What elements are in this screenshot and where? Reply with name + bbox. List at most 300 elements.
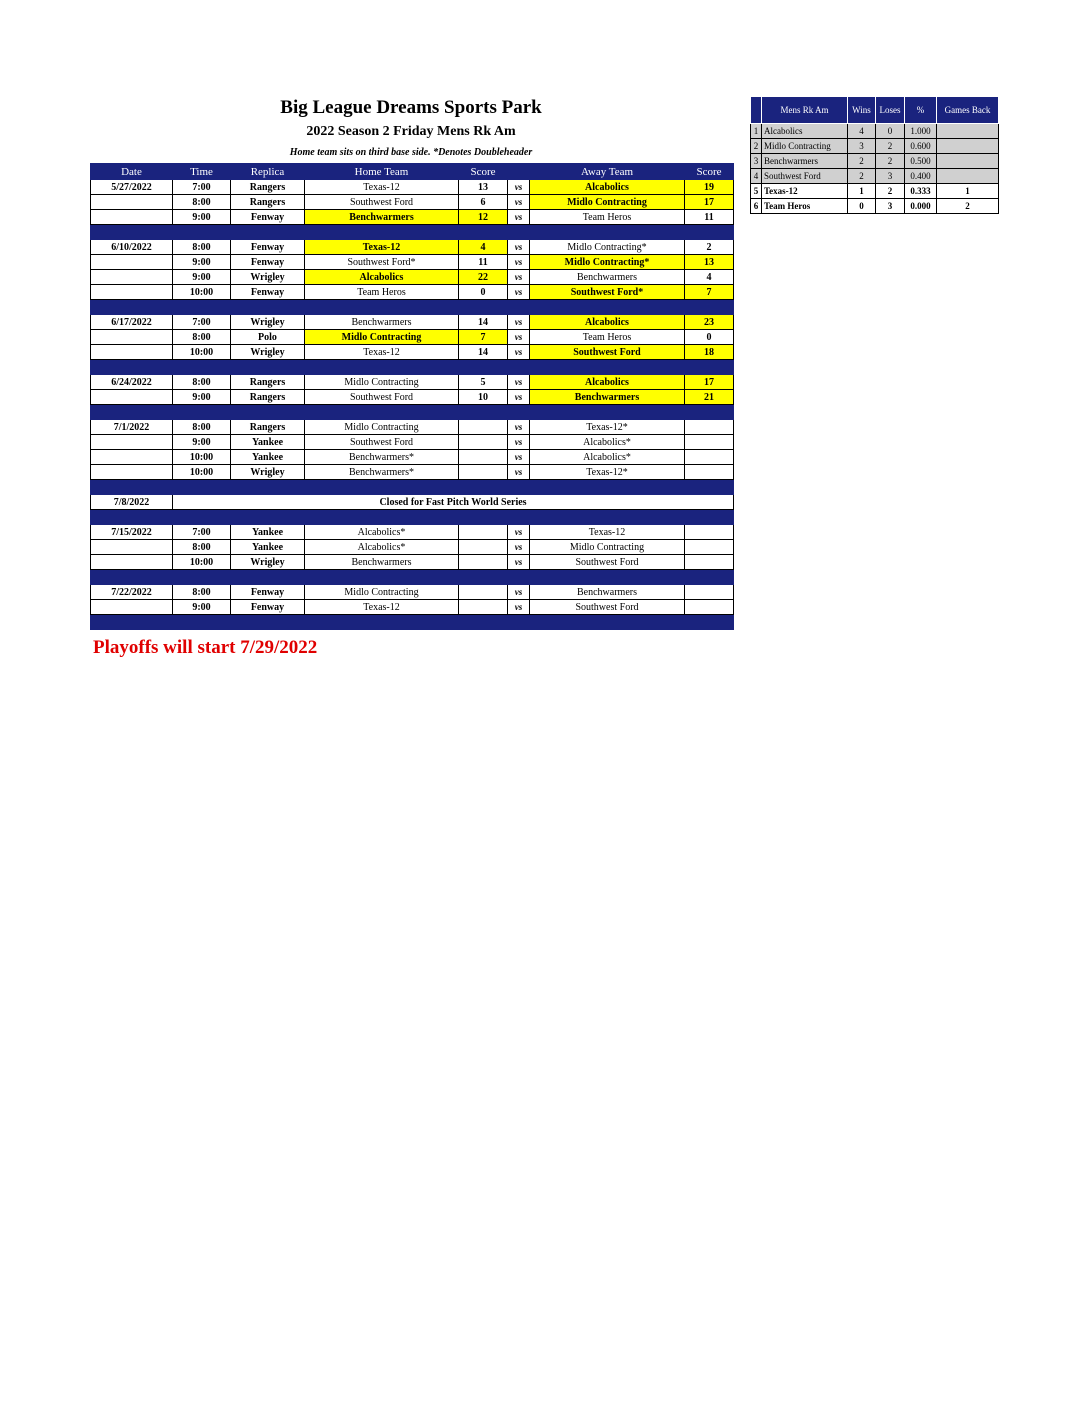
table-row xyxy=(91,540,734,555)
home-team-cell: Midlo Contracting xyxy=(305,420,459,435)
separator-cell xyxy=(459,615,508,630)
separator-cell xyxy=(305,510,459,525)
replica-cell: Fenway xyxy=(231,285,305,300)
column-header-time: Time xyxy=(173,164,231,180)
away-score-cell: 11 xyxy=(685,210,734,225)
home-score-cell: 14 xyxy=(459,345,508,360)
separator-cell xyxy=(91,300,173,315)
replica-cell: Fenway xyxy=(231,210,305,225)
date-cell xyxy=(91,390,173,405)
separator-cell xyxy=(173,360,231,375)
vs-cell: vs xyxy=(508,420,530,435)
table-row xyxy=(91,600,734,615)
time-cell: 8:00 xyxy=(173,585,231,600)
separator-row xyxy=(91,570,734,585)
games-back-cell xyxy=(937,124,999,139)
table-row xyxy=(91,240,734,255)
date-cell xyxy=(91,450,173,465)
home-score-cell xyxy=(459,435,508,450)
home-score-cell: 4 xyxy=(459,240,508,255)
separator-cell xyxy=(685,405,734,420)
replica-cell: Wrigley xyxy=(231,270,305,285)
replica-cell: Wrigley xyxy=(231,315,305,330)
home-team-cell: Southwest Ford xyxy=(305,195,459,210)
separator-cell xyxy=(173,300,231,315)
away-team-cell: Alcabolics xyxy=(530,180,685,195)
away-score-cell xyxy=(685,525,734,540)
table-row xyxy=(91,255,734,270)
away-score-cell: 17 xyxy=(685,195,734,210)
date-cell xyxy=(91,555,173,570)
date-cell: 7/8/2022 xyxy=(91,495,173,510)
separator-cell xyxy=(508,570,530,585)
separator-cell xyxy=(173,225,231,240)
away-team-cell: Midlo Contracting* xyxy=(530,255,685,270)
team-name-cell: Midlo Contracting xyxy=(762,139,848,154)
column-header-away-score: Score xyxy=(685,164,734,180)
away-team-cell: Team Heros xyxy=(530,330,685,345)
replica-cell: Rangers xyxy=(231,375,305,390)
separator-cell xyxy=(305,480,459,495)
team-name-cell: Alcabolics xyxy=(762,124,848,139)
column-header-home-team: Home Team xyxy=(305,164,459,180)
time-cell: 7:00 xyxy=(173,525,231,540)
separator-cell xyxy=(305,300,459,315)
away-score-cell: 0 xyxy=(685,330,734,345)
away-team-cell: Texas-12 xyxy=(530,525,685,540)
vs-cell: vs xyxy=(508,195,530,210)
wins-cell: 4 xyxy=(848,124,876,139)
standings-row xyxy=(751,184,999,199)
vs-cell: vs xyxy=(508,330,530,345)
away-score-cell: 7 xyxy=(685,285,734,300)
replica-cell: Wrigley xyxy=(231,345,305,360)
date-cell: 6/10/2022 xyxy=(91,240,173,255)
date-cell xyxy=(91,255,173,270)
playoffs-notice: Playoffs will start 7/29/2022 xyxy=(93,637,318,658)
page-title: Big League Dreams Sports Park xyxy=(280,97,542,118)
percent-cell: 1.000 xyxy=(905,124,937,139)
home-score-cell: 11 xyxy=(459,255,508,270)
separator-cell xyxy=(173,405,231,420)
schedule-header-row xyxy=(91,164,734,180)
standings-header-row xyxy=(751,97,999,124)
home-score-cell: 0 xyxy=(459,285,508,300)
home-team-cell: Midlo Contracting xyxy=(305,585,459,600)
home-score-cell xyxy=(459,465,508,480)
home-score-cell xyxy=(459,540,508,555)
date-cell xyxy=(91,210,173,225)
vs-cell: vs xyxy=(508,585,530,600)
table-row xyxy=(91,330,734,345)
separator-cell xyxy=(685,510,734,525)
separator-cell xyxy=(530,480,685,495)
home-team-cell: Midlo Contracting xyxy=(305,330,459,345)
loses-cell: 3 xyxy=(876,169,905,184)
table-row xyxy=(91,210,734,225)
separator-cell xyxy=(459,570,508,585)
separator-cell xyxy=(231,570,305,585)
home-team-cell: Benchwarmers* xyxy=(305,450,459,465)
away-score-cell xyxy=(685,540,734,555)
away-team-cell: Texas-12* xyxy=(530,465,685,480)
separator-row xyxy=(91,615,734,630)
date-cell xyxy=(91,285,173,300)
percent-cell: 0.333 xyxy=(905,184,937,199)
home-score-cell: 6 xyxy=(459,195,508,210)
separator-cell xyxy=(508,510,530,525)
separator-row xyxy=(91,480,734,495)
home-score-cell xyxy=(459,525,508,540)
vs-cell: vs xyxy=(508,210,530,225)
time-cell: 9:00 xyxy=(173,390,231,405)
separator-cell xyxy=(91,570,173,585)
separator-cell xyxy=(508,480,530,495)
separator-cell xyxy=(231,510,305,525)
games-back-cell xyxy=(937,169,999,184)
table-row xyxy=(91,420,734,435)
separator-cell xyxy=(459,480,508,495)
home-score-cell xyxy=(459,600,508,615)
home-team-cell: Southwest Ford xyxy=(305,435,459,450)
replica-cell: Wrigley xyxy=(231,555,305,570)
home-score-cell xyxy=(459,555,508,570)
time-cell: 8:00 xyxy=(173,375,231,390)
column-header-date: Date xyxy=(91,164,173,180)
table-row xyxy=(91,585,734,600)
separator-cell xyxy=(685,360,734,375)
away-score-cell xyxy=(685,420,734,435)
loses-cell: 2 xyxy=(876,154,905,169)
separator-cell xyxy=(685,615,734,630)
table-row xyxy=(91,180,734,195)
away-team-cell: Southwest Ford xyxy=(530,600,685,615)
away-score-cell: 23 xyxy=(685,315,734,330)
separator-cell xyxy=(459,405,508,420)
home-score-cell xyxy=(459,420,508,435)
separator-cell xyxy=(530,570,685,585)
away-team-cell: Texas-12* xyxy=(530,420,685,435)
percent-cell: 0.400 xyxy=(905,169,937,184)
standings-header-games-back: Games Back xyxy=(937,97,999,124)
home-score-cell: 14 xyxy=(459,315,508,330)
separator-cell xyxy=(91,615,173,630)
date-cell: 7/15/2022 xyxy=(91,525,173,540)
standings-row xyxy=(751,124,999,139)
separator-row xyxy=(91,405,734,420)
away-score-cell xyxy=(685,465,734,480)
team-name-cell: Team Heros xyxy=(762,199,848,214)
column-header-away-team: Away Team xyxy=(530,164,685,180)
column-header-home-score: Score xyxy=(459,164,508,180)
standings-table xyxy=(750,96,999,214)
time-cell: 9:00 xyxy=(173,255,231,270)
separator-cell xyxy=(530,405,685,420)
separator-cell xyxy=(173,615,231,630)
home-team-cell: Benchwarmers xyxy=(305,210,459,225)
games-back-cell: 2 xyxy=(937,199,999,214)
date-cell: 7/22/2022 xyxy=(91,585,173,600)
separator-cell xyxy=(685,225,734,240)
vs-cell: vs xyxy=(508,180,530,195)
standings-row xyxy=(751,199,999,214)
date-cell xyxy=(91,465,173,480)
replica-cell: Rangers xyxy=(231,420,305,435)
replica-cell: Yankee xyxy=(231,525,305,540)
date-cell xyxy=(91,600,173,615)
separator-cell xyxy=(508,225,530,240)
away-score-cell: 2 xyxy=(685,240,734,255)
column-header-replica: Replica xyxy=(231,164,305,180)
home-team-cell: Texas-12 xyxy=(305,600,459,615)
home-team-cell: Texas-12 xyxy=(305,180,459,195)
percent-cell: 0.600 xyxy=(905,139,937,154)
closed-message: Closed for Fast Pitch World Series xyxy=(173,495,734,510)
wins-cell: 2 xyxy=(848,154,876,169)
separator-cell xyxy=(305,570,459,585)
away-team-cell: Alcabolics* xyxy=(530,450,685,465)
home-team-cell: Southwest Ford* xyxy=(305,255,459,270)
team-name-cell: Benchwarmers xyxy=(762,154,848,169)
percent-cell: 0.500 xyxy=(905,154,937,169)
time-cell: 9:00 xyxy=(173,600,231,615)
games-back-cell xyxy=(937,139,999,154)
away-team-cell: Alcabolics xyxy=(530,375,685,390)
replica-cell: Rangers xyxy=(231,390,305,405)
separator-cell xyxy=(530,360,685,375)
games-back-cell: 1 xyxy=(937,184,999,199)
time-cell: 8:00 xyxy=(173,195,231,210)
table-row xyxy=(91,435,734,450)
separator-cell xyxy=(508,615,530,630)
date-cell xyxy=(91,435,173,450)
time-cell: 10:00 xyxy=(173,465,231,480)
home-score-cell: 22 xyxy=(459,270,508,285)
away-score-cell xyxy=(685,450,734,465)
vs-cell: vs xyxy=(508,555,530,570)
away-score-cell xyxy=(685,555,734,570)
standings-header-loses: Loses xyxy=(876,97,905,124)
home-score-cell xyxy=(459,450,508,465)
separator-cell xyxy=(305,360,459,375)
separator-cell xyxy=(508,360,530,375)
team-name-cell: Texas-12 xyxy=(762,184,848,199)
table-row xyxy=(91,195,734,210)
away-team-cell: Alcabolics xyxy=(530,315,685,330)
standings-header-percent: % xyxy=(905,97,937,124)
vs-cell: vs xyxy=(508,600,530,615)
replica-cell: Yankee xyxy=(231,450,305,465)
away-score-cell: 13 xyxy=(685,255,734,270)
separator-cell xyxy=(305,405,459,420)
replica-cell: Fenway xyxy=(231,600,305,615)
separator-cell xyxy=(305,615,459,630)
away-score-cell xyxy=(685,435,734,450)
away-team-cell: Benchwarmers xyxy=(530,390,685,405)
separator-cell xyxy=(91,480,173,495)
separator-row xyxy=(91,360,734,375)
separator-cell xyxy=(231,300,305,315)
time-cell: 8:00 xyxy=(173,540,231,555)
date-cell: 5/27/2022 xyxy=(91,180,173,195)
wins-cell: 1 xyxy=(848,184,876,199)
separator-cell xyxy=(91,510,173,525)
date-cell xyxy=(91,195,173,210)
schedule-body xyxy=(91,180,734,630)
rank-cell: 5 xyxy=(751,184,762,199)
date-cell xyxy=(91,345,173,360)
table-row xyxy=(91,525,734,540)
away-team-cell: Benchwarmers xyxy=(530,270,685,285)
games-back-cell xyxy=(937,154,999,169)
away-team-cell: Southwest Ford xyxy=(530,555,685,570)
home-team-cell: Benchwarmers xyxy=(305,555,459,570)
separator-cell xyxy=(231,225,305,240)
separator-cell xyxy=(173,510,231,525)
closed-row xyxy=(91,495,734,510)
away-team-cell: Southwest Ford* xyxy=(530,285,685,300)
home-team-cell: Benchwarmers xyxy=(305,315,459,330)
standings-row xyxy=(751,169,999,184)
schedule-table xyxy=(90,163,734,630)
wins-cell: 2 xyxy=(848,169,876,184)
away-score-cell xyxy=(685,585,734,600)
separator-cell xyxy=(530,225,685,240)
replica-cell: Rangers xyxy=(231,195,305,210)
home-score-cell: 13 xyxy=(459,180,508,195)
vs-cell: vs xyxy=(508,540,530,555)
separator-cell xyxy=(508,405,530,420)
separator-cell xyxy=(685,300,734,315)
vs-cell: vs xyxy=(508,315,530,330)
page-subtitle: 2022 Season 2 Friday Mens Rk Am xyxy=(306,124,516,139)
rank-cell: 2 xyxy=(751,139,762,154)
vs-cell: vs xyxy=(508,465,530,480)
rank-cell: 6 xyxy=(751,199,762,214)
vs-cell: vs xyxy=(508,525,530,540)
home-team-cell: Benchwarmers* xyxy=(305,465,459,480)
time-cell: 7:00 xyxy=(173,315,231,330)
time-cell: 10:00 xyxy=(173,555,231,570)
home-score-cell: 5 xyxy=(459,375,508,390)
vs-cell: vs xyxy=(508,255,530,270)
away-team-cell: Southwest Ford xyxy=(530,345,685,360)
time-cell: 10:00 xyxy=(173,285,231,300)
date-cell xyxy=(91,270,173,285)
replica-cell: Polo xyxy=(231,330,305,345)
time-cell: 9:00 xyxy=(173,435,231,450)
away-team-cell: Midlo Contracting* xyxy=(530,240,685,255)
rank-cell: 1 xyxy=(751,124,762,139)
replica-cell: Fenway xyxy=(231,255,305,270)
time-cell: 8:00 xyxy=(173,420,231,435)
standings-body xyxy=(751,124,999,214)
away-score-cell xyxy=(685,600,734,615)
separator-cell xyxy=(305,225,459,240)
home-team-cell: Texas-12 xyxy=(305,345,459,360)
date-cell xyxy=(91,540,173,555)
vs-cell: vs xyxy=(508,270,530,285)
time-cell: 10:00 xyxy=(173,450,231,465)
replica-cell: Wrigley xyxy=(231,465,305,480)
loses-cell: 2 xyxy=(876,139,905,154)
date-cell: 7/1/2022 xyxy=(91,420,173,435)
rank-cell: 4 xyxy=(751,169,762,184)
date-cell: 6/17/2022 xyxy=(91,315,173,330)
vs-cell: vs xyxy=(508,435,530,450)
vs-cell: vs xyxy=(508,285,530,300)
time-cell: 9:00 xyxy=(173,210,231,225)
replica-cell: Yankee xyxy=(231,540,305,555)
home-team-cell: Southwest Ford xyxy=(305,390,459,405)
separator-row xyxy=(91,225,734,240)
home-team-cell: Alcabolics xyxy=(305,270,459,285)
away-score-cell: 4 xyxy=(685,270,734,285)
separator-row xyxy=(91,510,734,525)
separator-cell xyxy=(685,480,734,495)
loses-cell: 2 xyxy=(876,184,905,199)
separator-row xyxy=(91,300,734,315)
vs-cell: vs xyxy=(508,240,530,255)
replica-cell: Yankee xyxy=(231,435,305,450)
time-cell: 8:00 xyxy=(173,330,231,345)
date-cell xyxy=(91,330,173,345)
standings-header-rank xyxy=(751,97,762,124)
time-cell: 7:00 xyxy=(173,180,231,195)
standings-row xyxy=(751,139,999,154)
separator-cell xyxy=(91,225,173,240)
separator-cell xyxy=(91,360,173,375)
away-team-cell: Team Heros xyxy=(530,210,685,225)
time-cell: 10:00 xyxy=(173,345,231,360)
separator-cell xyxy=(508,300,530,315)
wins-cell: 0 xyxy=(848,199,876,214)
away-team-cell: Midlo Contracting xyxy=(530,540,685,555)
home-team-cell: Alcabolics* xyxy=(305,540,459,555)
replica-cell: Rangers xyxy=(231,180,305,195)
home-team-cell: Alcabolics* xyxy=(305,525,459,540)
time-cell: 9:00 xyxy=(173,270,231,285)
separator-cell xyxy=(231,480,305,495)
home-score-cell xyxy=(459,585,508,600)
separator-cell xyxy=(173,570,231,585)
away-score-cell: 21 xyxy=(685,390,734,405)
separator-cell xyxy=(530,300,685,315)
replica-cell: Fenway xyxy=(231,585,305,600)
standings-header-wins: Wins xyxy=(848,97,876,124)
replica-cell: Fenway xyxy=(231,240,305,255)
separator-cell xyxy=(231,615,305,630)
rank-cell: 3 xyxy=(751,154,762,169)
separator-cell xyxy=(685,570,734,585)
vs-cell: vs xyxy=(508,375,530,390)
table-row xyxy=(91,450,734,465)
standings-row xyxy=(751,154,999,169)
separator-cell xyxy=(459,300,508,315)
team-name-cell: Southwest Ford xyxy=(762,169,848,184)
table-row xyxy=(91,465,734,480)
time-cell: 8:00 xyxy=(173,240,231,255)
loses-cell: 0 xyxy=(876,124,905,139)
home-team-cell: Team Heros xyxy=(305,285,459,300)
table-row xyxy=(91,270,734,285)
away-score-cell: 19 xyxy=(685,180,734,195)
separator-cell xyxy=(530,615,685,630)
separator-cell xyxy=(231,360,305,375)
percent-cell: 0.000 xyxy=(905,199,937,214)
away-team-cell: Benchwarmers xyxy=(530,585,685,600)
schedule-note: Home team sits on third base side. *Denotes Doubleheader xyxy=(289,147,533,158)
